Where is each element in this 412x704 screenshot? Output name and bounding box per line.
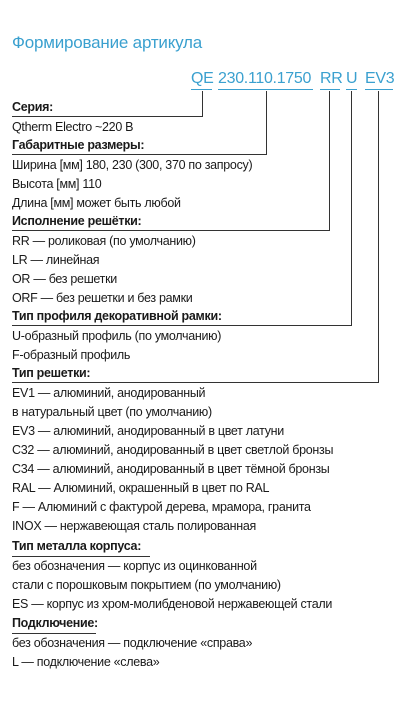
type-line: F — Алюминий с фактурой дерева, мрамора, гранита — [12, 500, 311, 514]
grille-line: RR — роликовая (по умолчанию) — [12, 234, 196, 248]
connection-header: Подключение: — [12, 616, 98, 630]
connection-line: без обозначения — подключение «справа» — [12, 636, 253, 650]
code-underline-type — [365, 89, 393, 90]
type-line: INOX — нержавеющая сталь полированная — [12, 519, 257, 533]
body-line: стали с порошковым покрытием (по умолчанию) — [12, 578, 281, 592]
profile-line: U-образный профиль (по умолчанию) — [12, 329, 222, 343]
code-series: QE — [191, 70, 214, 87]
body-line: ES — корпус из хром-молибденовой нержавеющей стали — [12, 597, 333, 611]
code-grille: RR — [320, 70, 343, 87]
type-line: EV1 — алюминий, анодированный — [12, 386, 206, 400]
dimensions-line: Длина [мм] может быть любой — [12, 196, 181, 210]
dimensions-line: Высота [мм] 110 — [12, 177, 102, 191]
body-header-underline — [12, 556, 150, 557]
code-underline-profile — [346, 89, 357, 90]
dimensions-header: Габаритные размеры: — [12, 138, 145, 152]
grille-line: LR — линейная — [12, 253, 100, 267]
dimensions-line: Ширина [мм] 180, 230 (300, 370 по запросу) — [12, 158, 253, 172]
type-line: в натуральный цвет (по умолчанию) — [12, 405, 212, 419]
code-dimensions: 230.110.1750 — [218, 70, 312, 87]
type-line: RAL — Алюминий, окрашенный в цвет по RAL — [12, 481, 270, 495]
type-line: EV3 — алюминий, анодированный в цвет латуни — [12, 424, 284, 438]
series-line: Qtherm Electro ~220 В — [12, 120, 134, 134]
body-line: без обозначения — корпус из оцинкованной — [12, 559, 257, 573]
code-underline-grille — [320, 89, 340, 90]
code-type: EV3 — [365, 70, 395, 87]
code-underline-dimensions — [218, 89, 313, 90]
code-profile: U — [346, 70, 358, 87]
type-header: Тип решетки: — [12, 366, 91, 380]
profile-header: Тип профиля декоративной рамки: — [12, 309, 222, 323]
grille-header: Исполнение решётки: — [12, 214, 142, 228]
grille-line: ORF — без решетки и без рамки — [12, 291, 193, 305]
connection-line: L — подключение «слева» — [12, 655, 160, 669]
code-underline-series — [191, 89, 212, 90]
page-title: Формирование артикула — [12, 33, 203, 52]
body-header: Тип металла корпуса: — [12, 539, 142, 553]
type-line: C34 — алюминий, анодированный в цвет тёмной бронзы — [12, 462, 330, 476]
series-header: Серия: — [12, 100, 53, 114]
grille-line: OR — без решетки — [12, 272, 117, 286]
profile-line: F-образный профиль — [12, 348, 131, 362]
type-line: C32 — алюминий, анодированный в цвет светлой бронзы — [12, 443, 334, 457]
connection-header-underline — [12, 633, 96, 634]
